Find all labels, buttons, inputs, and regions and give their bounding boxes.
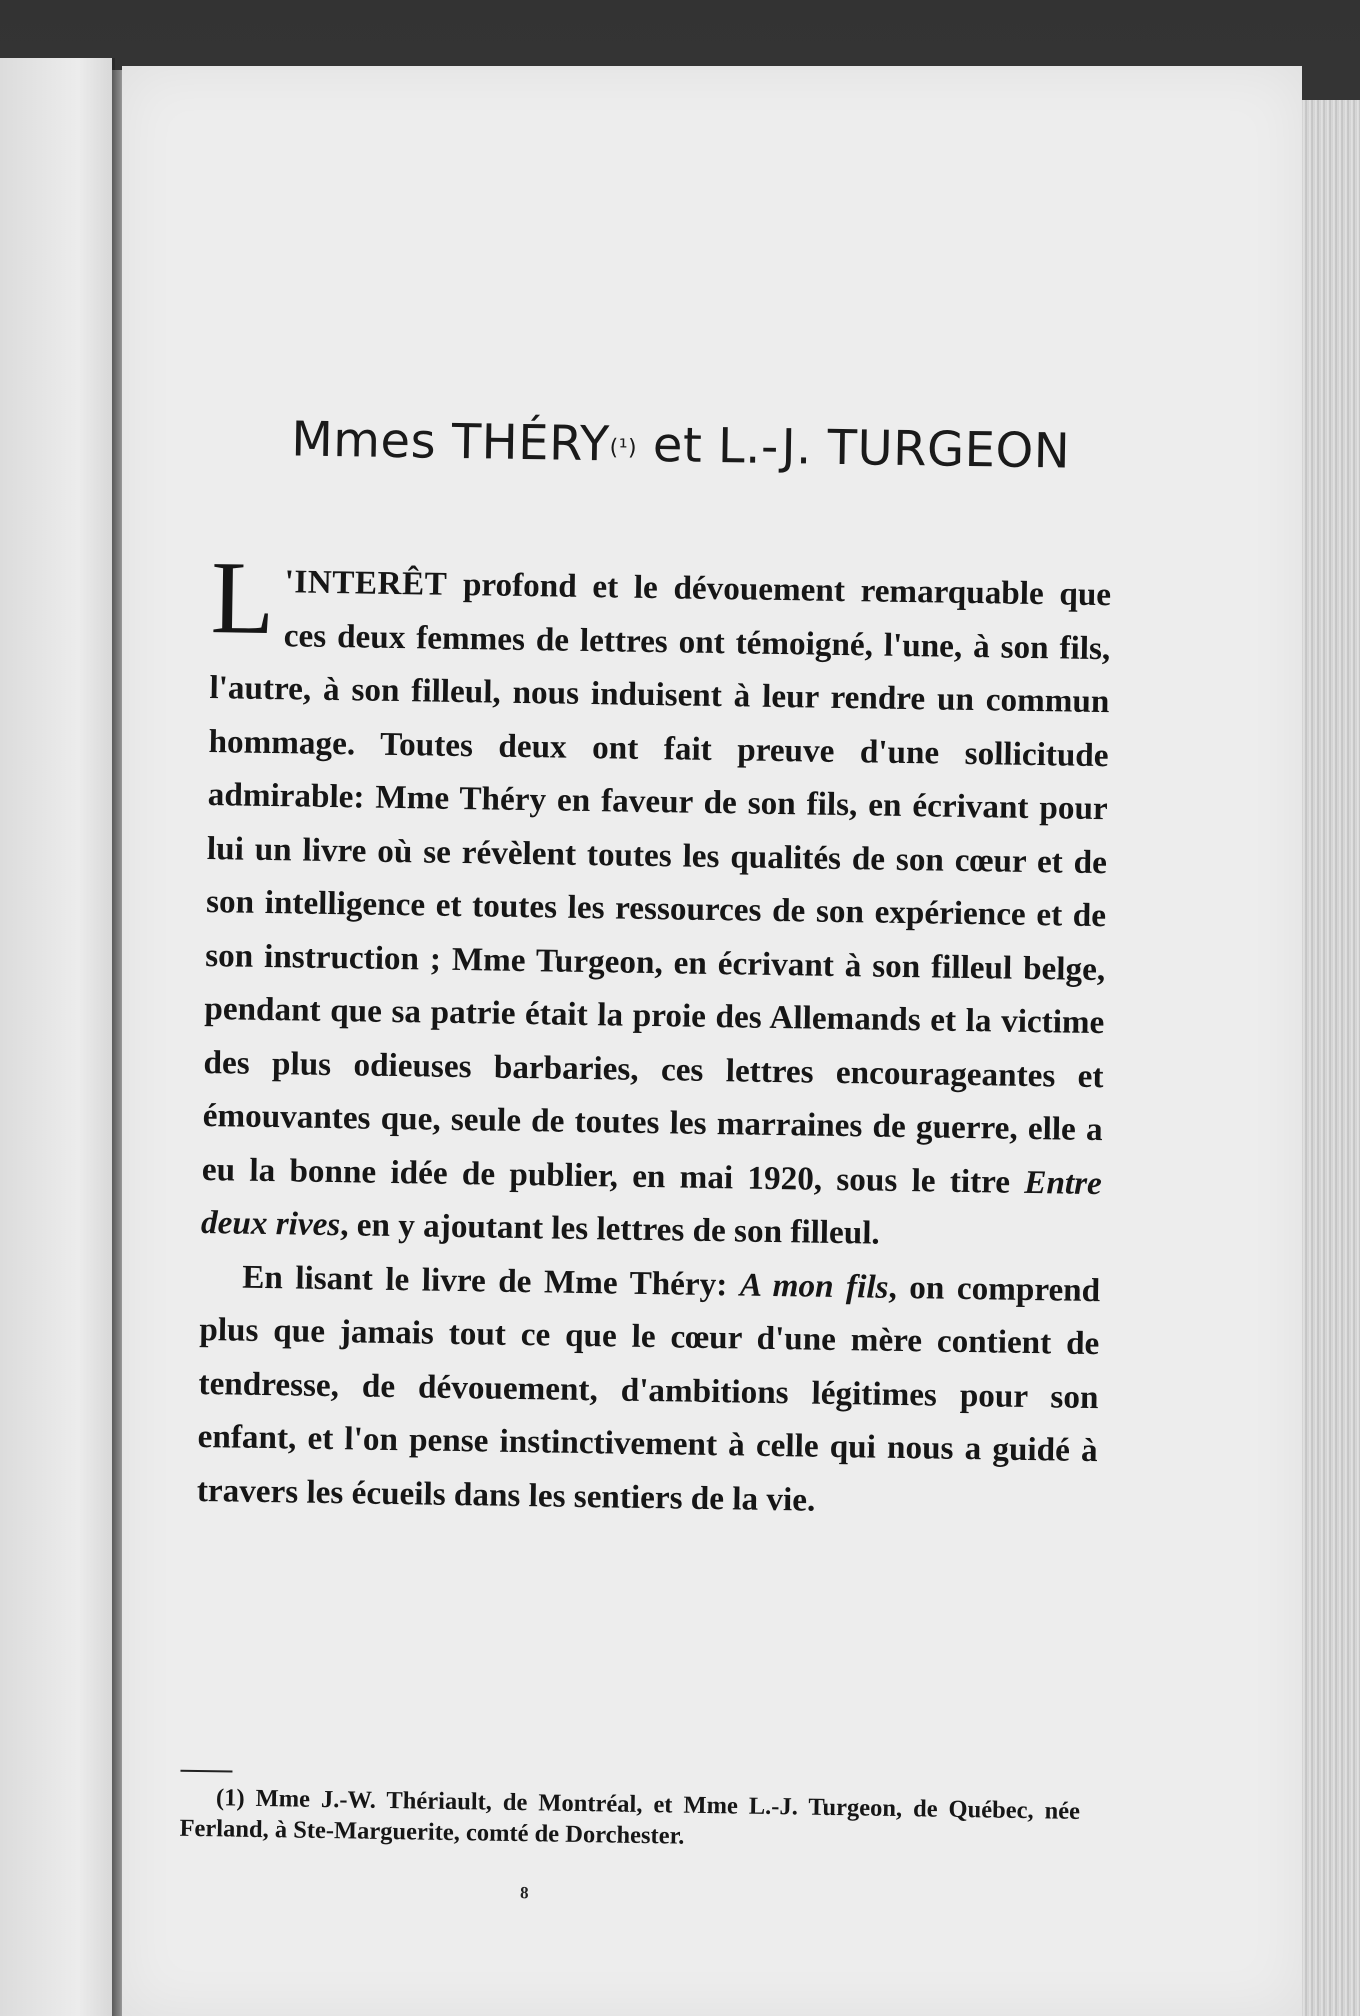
page-stack-edge (1302, 100, 1360, 2016)
title-rest: et L.-J. TURGEON (636, 416, 1071, 480)
book-title-a-mon-fils: A mon fils (739, 1265, 889, 1306)
paragraph-1-text: profond et le dévouement remarquable que ces deux femmes de lettres ont témoigné, l'une, à son fils, l'autre, à son filleul, nous induisent à leur rendre un commun hommage. Toutes deux ont fait preuve d'une sollicitude admirable: Mme Théry en faveur de son fils, en écrivant pour lui un livre où se révèlent toutes les qualités de son cœur et de son intelligence et toutes les ressources de son expérience et de son instruction ; Mme Turgeon, en écrivant à son filleul belge, pendant que sa patrie était la proie des Allemands et la victime des plus odieuses barbaries, ces lettres encourageantes et émouvantes que, seule de toutes les marraines de guerre, elle a eu la bonne idée de publier, en mai 1920, sous le titre (201, 565, 1112, 1201)
paragraph-2-text: En lisant le livre de Mme Théry: (241, 1258, 741, 1303)
book-page (122, 66, 1302, 2016)
footnote: (1) Mme J.-W. Thériault, de Montréal, et Mme L.-J. Turgeon, de Québec, née Ferland, à Ste-Marguerite, comté de Dorchester. (179, 1784, 1081, 1850)
drop-cap: L (210, 540, 276, 657)
paragraph-2 (196, 1249, 1100, 1531)
title-main: Mmes THÉRY (290, 411, 611, 473)
book-title-entre-deux-rives: Entre deux rives (200, 1163, 1103, 1244)
chapter-title (291, 411, 1192, 481)
footnote-rule (180, 1770, 232, 1773)
lead-word: 'INTERÊT (284, 563, 448, 603)
paragraph-1 (200, 540, 1112, 1264)
paragraph-1-end: , en y ajoutant les lettres de son filleul. (339, 1206, 881, 1252)
title-footnote-mark: (¹) (609, 435, 638, 461)
body-text (196, 540, 1112, 1531)
page-number: 8 (519, 1883, 529, 1903)
paragraph-2-end: , on comprend plus que jamais tout ce que le cœur d'une mère contient de tendresse, de dévouement, d'ambitions légitimes pour son enfant, et l'on pense instinctivement à celle qui nous a guidé à travers les écueils dans les sentiers de la vie. (196, 1268, 1101, 1519)
left-page-edge (0, 58, 115, 2016)
page-content (107, 57, 1317, 2016)
